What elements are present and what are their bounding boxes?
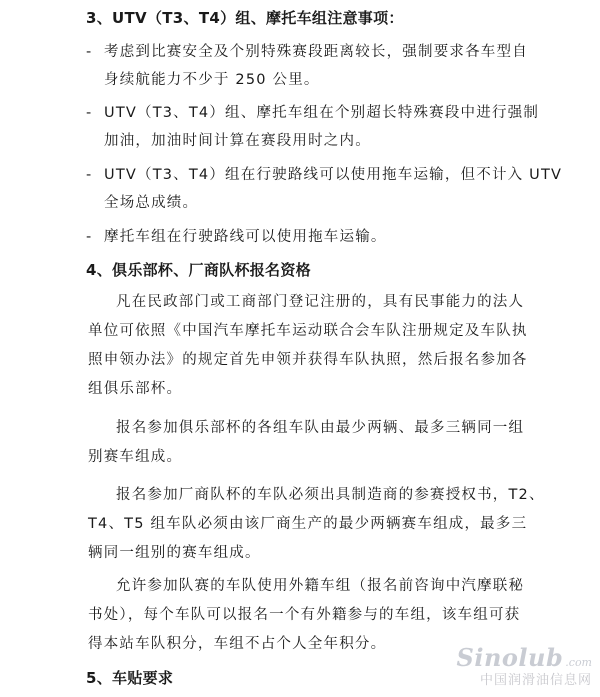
bullet-4-line-1: 摩托车组在行驶路线可以使用拖车运输。	[104, 229, 387, 245]
para-3-line-2: T4、T5 组车队必须由该厂商生产的最少两辆赛车组成，最多三	[88, 516, 528, 532]
para-1-line-2: 单位可依照《中国汽车摩托车运动联合会车队注册规定及车队执	[88, 323, 528, 339]
bullet-marker: -	[86, 229, 92, 245]
para-4-line-3: 得本站车队积分，车组不占个人全年积分。	[88, 636, 387, 652]
para-1-line-1: 凡在民政部门或工商部门登记注册的，具有民事能力的法人	[116, 294, 525, 310]
para-4-line-2: 书处），每个车队可以报名一个有外籍参与的车组，该车组可获	[88, 607, 521, 623]
section-3-heading: 3、UTV（T3、T4）组、摩托车组注意事项：	[86, 9, 404, 27]
para-3-line-3: 辆同一组别的赛车组成。	[88, 545, 261, 561]
bullet-1-line-1: 考虑到比赛安全及个别特殊赛段距离较长，强制要求各车型自	[104, 44, 528, 60]
bullet-3-line-1: UTV（T3、T4）组在行驶路线可以使用拖车运输，但不计入 UTV	[104, 167, 563, 183]
bullet-2-line-2: 加油，加油时间计算在赛段用时之内。	[104, 133, 371, 149]
para-1-line-3: 照申领办法》的规定首先申领并获得车队执照，然后报名参加各	[88, 352, 528, 368]
watermark-logo: Sinolub	[456, 643, 564, 672]
bullet-3-line-2: 全场总成绩。	[104, 195, 199, 211]
section-5-heading: 5、车贴要求	[86, 669, 174, 687]
watermark-logo-suffix: .com	[565, 656, 592, 669]
bullet-1-line-2: 身续航能力不少于 250 公里。	[104, 72, 320, 88]
para-4-line-1: 允许参加队赛的车队使用外籍车组（报名前咨询中汽摩联秘	[116, 578, 525, 594]
watermark-text: 中国润滑油信息网	[479, 673, 592, 688]
bullet-marker: -	[86, 44, 92, 60]
para-3-line-1: 报名参加厂商队杯的车队必须出具制造商的参赛授权书，T2、	[116, 487, 545, 503]
section-4-heading: 4、俱乐部杯、厂商队杯报名资格	[86, 261, 311, 279]
bullet-marker: -	[86, 167, 92, 183]
para-2-line-1: 报名参加俱乐部杯的各组车队由最少两辆、最多三辆同一组	[116, 420, 525, 436]
para-2-line-2: 别赛车组成。	[88, 449, 183, 465]
bullet-2-line-1: UTV（T3、T4）组、摩托车组在个别超长特殊赛段中进行强制	[104, 105, 540, 121]
bullet-marker: -	[86, 105, 92, 121]
site-watermark	[456, 643, 592, 689]
para-1-line-4: 组俱乐部杯。	[88, 381, 183, 397]
